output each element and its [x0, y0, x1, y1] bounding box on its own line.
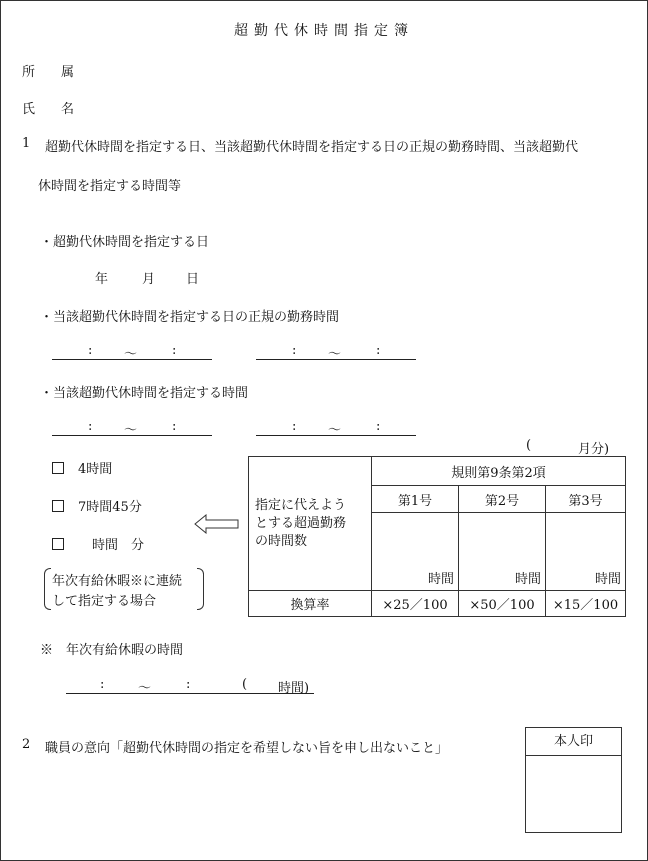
row-label-line: とする超過勤務 — [255, 515, 347, 531]
rate-1: ×25／100 — [372, 591, 459, 617]
colon: : — [88, 419, 93, 434]
designated-time-range-2[interactable] — [256, 419, 416, 436]
tilde: 〜 — [124, 423, 138, 438]
checkbox[interactable] — [52, 500, 64, 512]
rate-2: ×50／100 — [459, 591, 546, 617]
tilde: 〜 — [328, 347, 342, 362]
checkbox[interactable] — [52, 538, 64, 550]
col-1-header: 第1号 — [372, 486, 459, 513]
row-label-cell — [249, 457, 372, 591]
regular-hours-time-range-1[interactable] — [52, 343, 212, 360]
colon: : — [186, 677, 191, 692]
rule-header: 規則第9条第2項 — [372, 457, 626, 486]
affiliation-label: 所属 — [22, 65, 101, 80]
col-3-header: 第3号 — [546, 486, 626, 513]
right-bracket — [197, 568, 204, 610]
tilde: 〜 — [328, 423, 342, 438]
option-label: 時間 分 — [92, 538, 145, 553]
option-7h45m[interactable] — [52, 496, 142, 515]
colon: : — [172, 343, 177, 358]
colon: : — [88, 343, 93, 358]
seal-box[interactable] — [525, 727, 622, 833]
tilde: 〜 — [138, 681, 152, 696]
section1-text-line1: 超勤代休時間を指定する日、当該超勤代休時間を指定する日の正規の勤務時間、当該超勤代 — [45, 140, 579, 155]
bullet-regular-hours: ・当該超勤代休時間を指定する日の正規の勤務時間 — [40, 310, 340, 325]
option-label: 4時間 — [78, 462, 113, 477]
bullet-designated-day: ・超勤代休時間を指定する日 — [40, 235, 210, 250]
col-1-hours-cell[interactable]: 時間 — [372, 513, 459, 591]
left-arrow-icon — [194, 514, 240, 534]
tilde: 〜 — [124, 347, 138, 362]
bracket-note — [44, 568, 204, 610]
date-month: 月 — [142, 272, 156, 287]
date-day: 日 — [186, 272, 200, 287]
section2-number: 2 — [22, 737, 31, 752]
designated-time-range-1[interactable] — [52, 419, 212, 436]
bullet-designated-time: ・当該超勤代休時間を指定する時間 — [40, 386, 249, 401]
colon: : — [172, 419, 177, 434]
colon: : — [292, 343, 297, 358]
colon: : — [376, 419, 381, 434]
row-label-line: の時間数 — [255, 533, 308, 549]
option-label: 7時間45分 — [78, 500, 142, 515]
col-2-header: 第2号 — [459, 486, 546, 513]
col-2-hours-cell[interactable]: 時間 — [459, 513, 546, 591]
section2-text: 職員の意向「超勤代休時間の指定を希望しない旨を申し出ないこと」 — [45, 741, 449, 756]
name-label: 氏名 — [22, 102, 101, 117]
left-bracket — [44, 568, 51, 610]
seal-label: 本人印 — [526, 728, 621, 756]
row-label-line: 指定に代えよう — [255, 497, 347, 513]
regular-hours-time-range-2[interactable] — [256, 343, 416, 360]
annual-leave-label: ※ 年次有給休暇の時間 — [40, 643, 184, 658]
colon: : — [100, 677, 105, 692]
bracket-note-line1: 年次有給休暇※に連続 — [52, 574, 183, 589]
rate-3: ×15／100 — [546, 591, 626, 617]
colon: : — [376, 343, 381, 358]
form-title: 超勤代休時間指定簿 — [234, 23, 414, 39]
option-4h[interactable] — [52, 458, 112, 477]
overtime-table — [248, 456, 626, 617]
annual-leave-time-range[interactable] — [66, 677, 314, 694]
month-label: 月分) — [578, 442, 610, 457]
date-year: 年 — [95, 272, 109, 287]
hours-paren-close: 時間) — [278, 681, 310, 696]
section1-number: 1 — [22, 136, 31, 151]
bracket-note-line2: して指定する場合 — [52, 594, 157, 609]
paren-open: ( — [242, 677, 248, 692]
month-paren-open: ( — [526, 438, 532, 453]
checkbox[interactable] — [52, 462, 64, 474]
colon: : — [292, 419, 297, 434]
rate-label: 換算率 — [249, 591, 372, 617]
option-custom[interactable] — [52, 534, 144, 553]
col-3-hours-cell[interactable]: 時間 — [546, 513, 626, 591]
section1-text-line2: 休時間を指定する時間等 — [38, 179, 182, 194]
